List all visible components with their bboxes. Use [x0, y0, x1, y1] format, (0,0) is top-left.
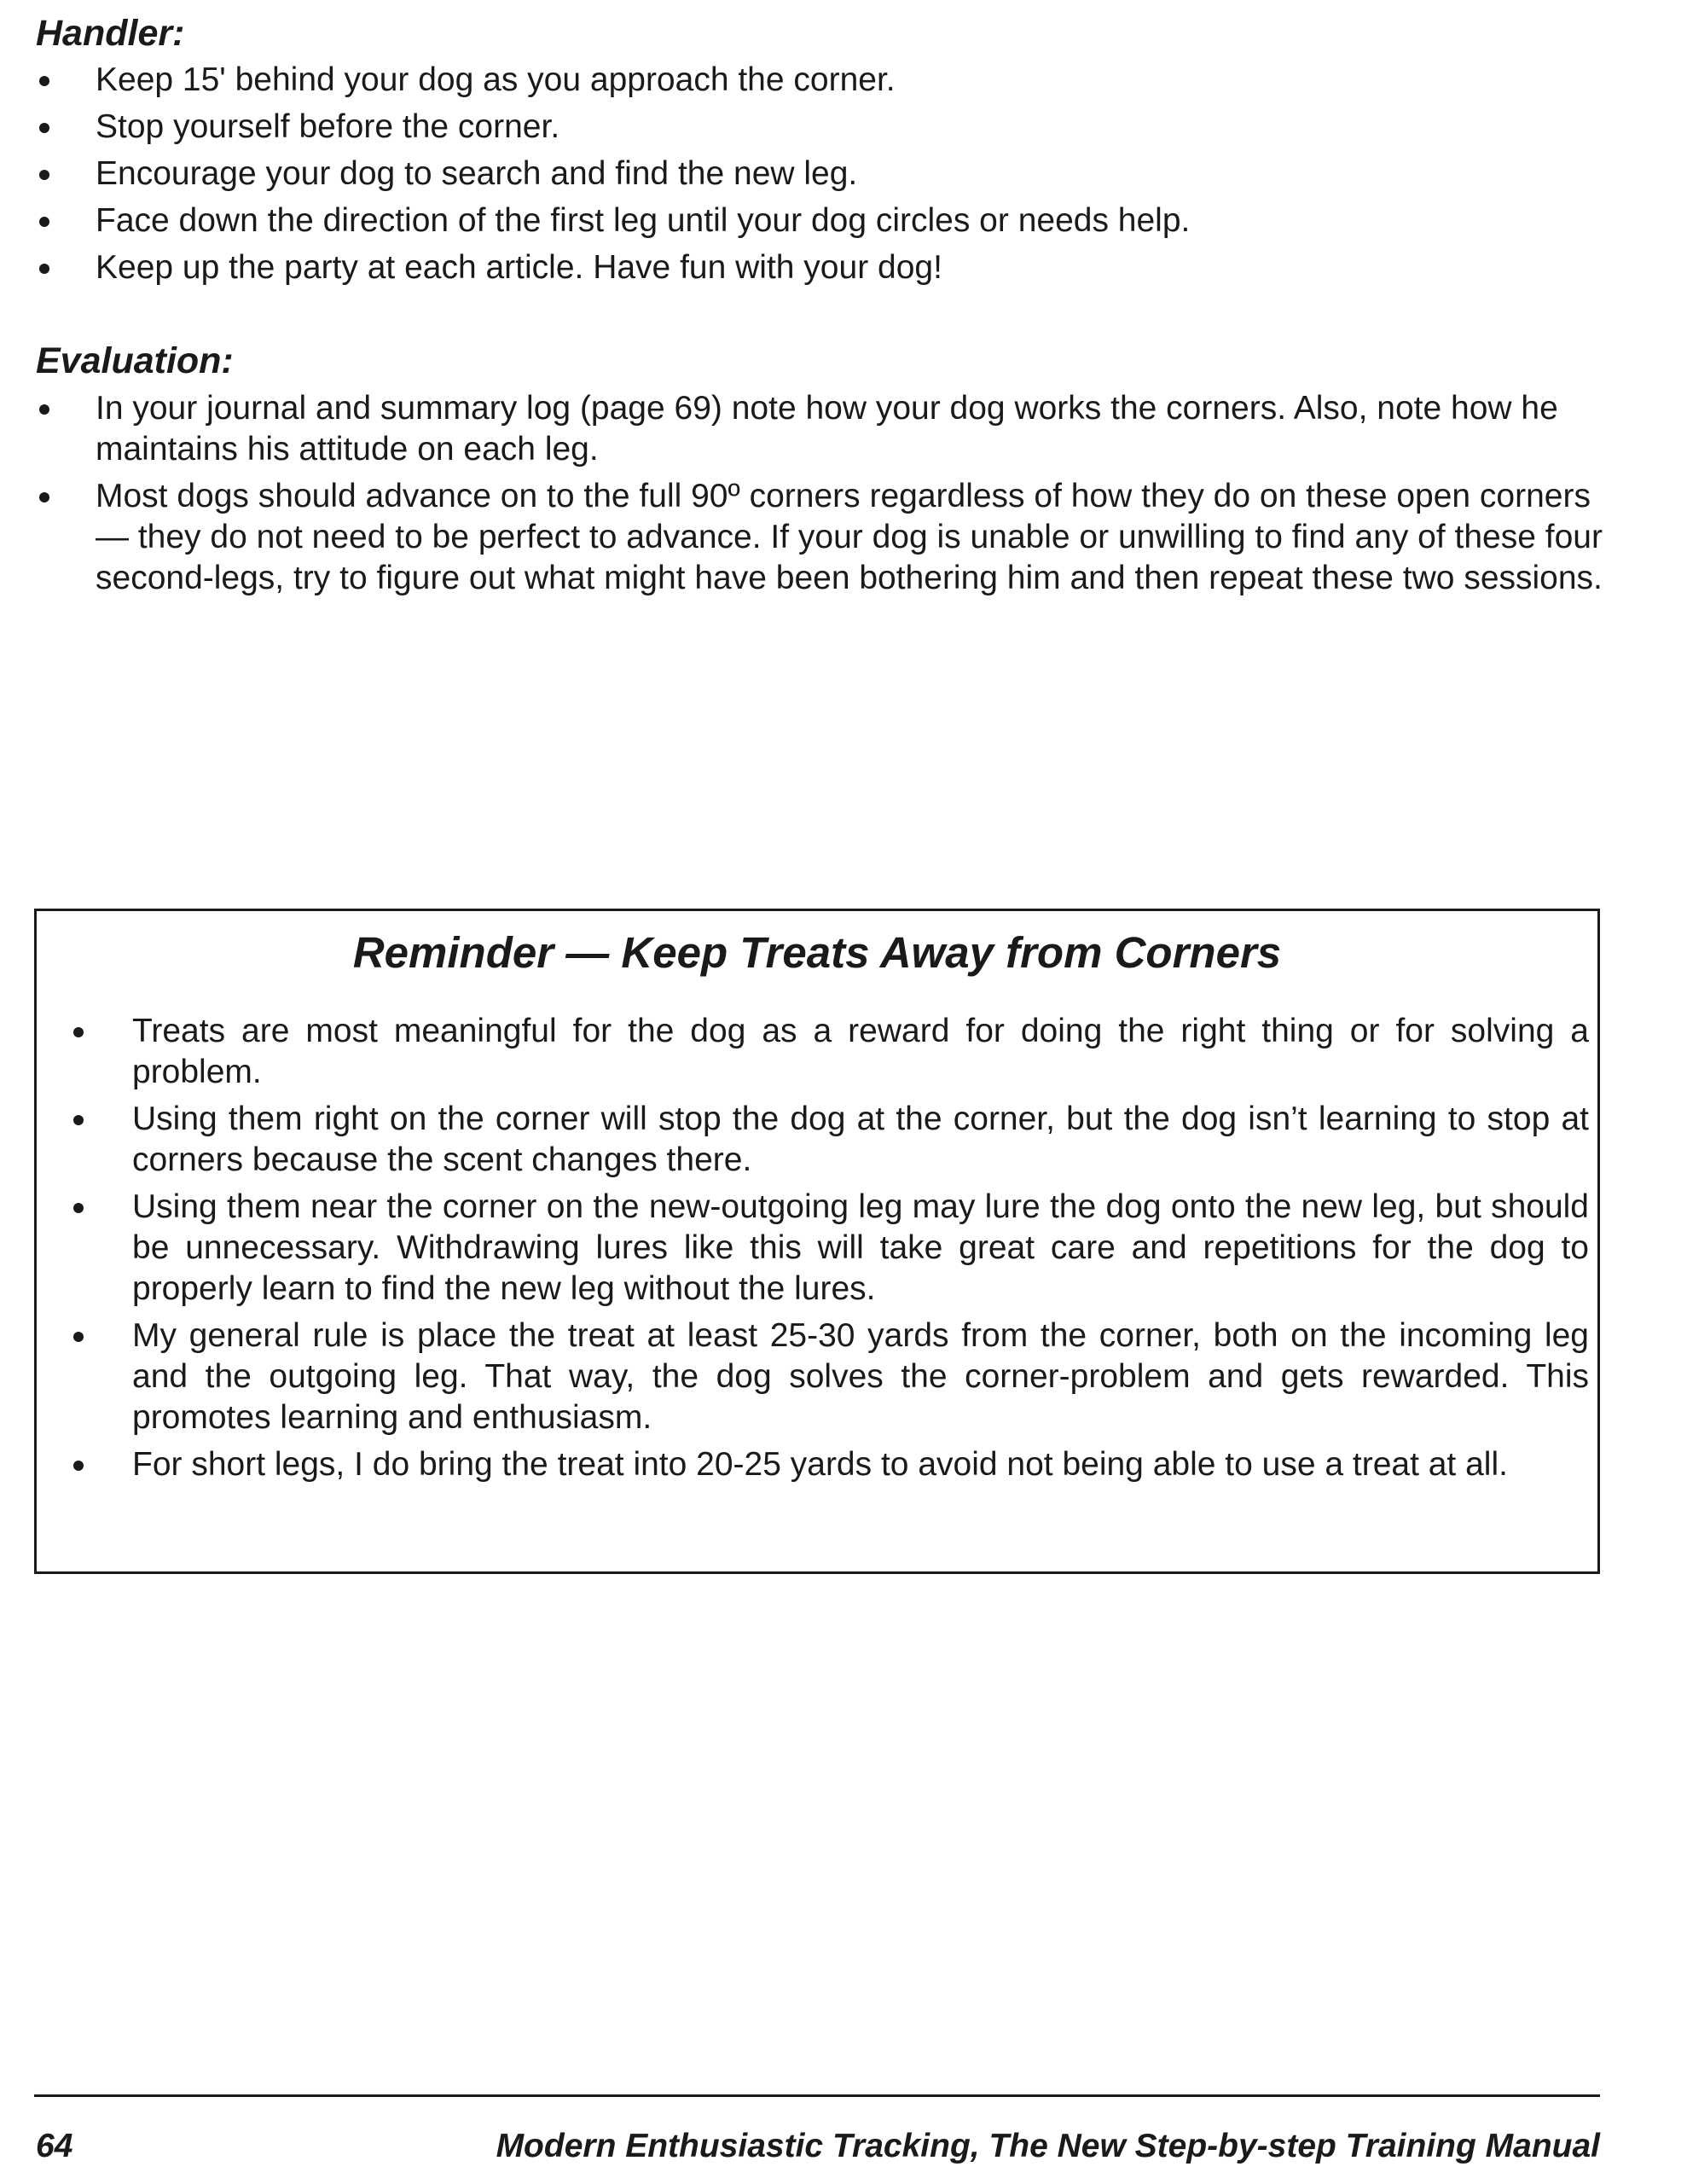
handler-heading: Handler:	[36, 13, 185, 54]
list-item: Keep up the party at each article. Have fun with your dog!	[36, 247, 1622, 288]
list-item: Most dogs should advance on to the full 90º corners regardless of how they do on these open corners — they do not need to be perfect to advance. If your dog is unable or unwilling to find any of these four second-legs, try to figure out what might have been bothering him and then repeat these two sessions.	[36, 476, 1622, 599]
list-item: For short legs, I do bring the treat into 20-25 yards to avoid not being able to use a treat at all.	[58, 1444, 1589, 1485]
list-item: Using them right on the corner will stop the dog at the corner, but the dog isn’t learning to stop at corners because the scent changes there.	[58, 1099, 1589, 1181]
list-item: Using them near the corner on the new-outgoing leg may lure the dog onto the new leg, but should be unnecessary. Withdrawing lures like this will take great care and repetitions for the dog to properly learn to find the new leg without the lures.	[58, 1187, 1589, 1310]
page-number: 64	[36, 2128, 73, 2164]
reminder-title: Reminder — Keep Treats Away from Corners	[352, 928, 1282, 977]
footer-divider	[34, 2094, 1600, 2097]
reminder-box	[34, 909, 1600, 1574]
evaluation-list	[36, 388, 1622, 605]
evaluation-heading: Evaluation:	[36, 340, 234, 381]
reminder-list	[58, 1011, 1589, 1491]
list-item: Stop yourself before the corner.	[36, 107, 1622, 148]
handler-list	[36, 60, 1622, 294]
list-item: Encourage your dog to search and find the new leg.	[36, 154, 1622, 195]
list-item: In your journal and summary log (page 69) note how your dog works the corners. Also, note how he maintains his attitude on each leg.	[36, 388, 1622, 470]
book-title: Modern Enthusiastic Tracking, The New Step-by-step Training Manual	[496, 2128, 1600, 2164]
list-item: Keep 15' behind your dog as you approach the corner.	[36, 60, 1622, 101]
list-item: Treats are most meaningful for the dog as a reward for doing the right thing or for solving a problem.	[58, 1011, 1589, 1093]
list-item: Face down the direction of the first leg until your dog circles or needs help.	[36, 200, 1622, 241]
list-item: My general rule is place the treat at least 25-30 yards from the corner, both on the incoming leg and the outgoing leg. That way, the dog solves the corner-problem and gets rewarded. This promotes learning and enthusiasm.	[58, 1316, 1589, 1438]
